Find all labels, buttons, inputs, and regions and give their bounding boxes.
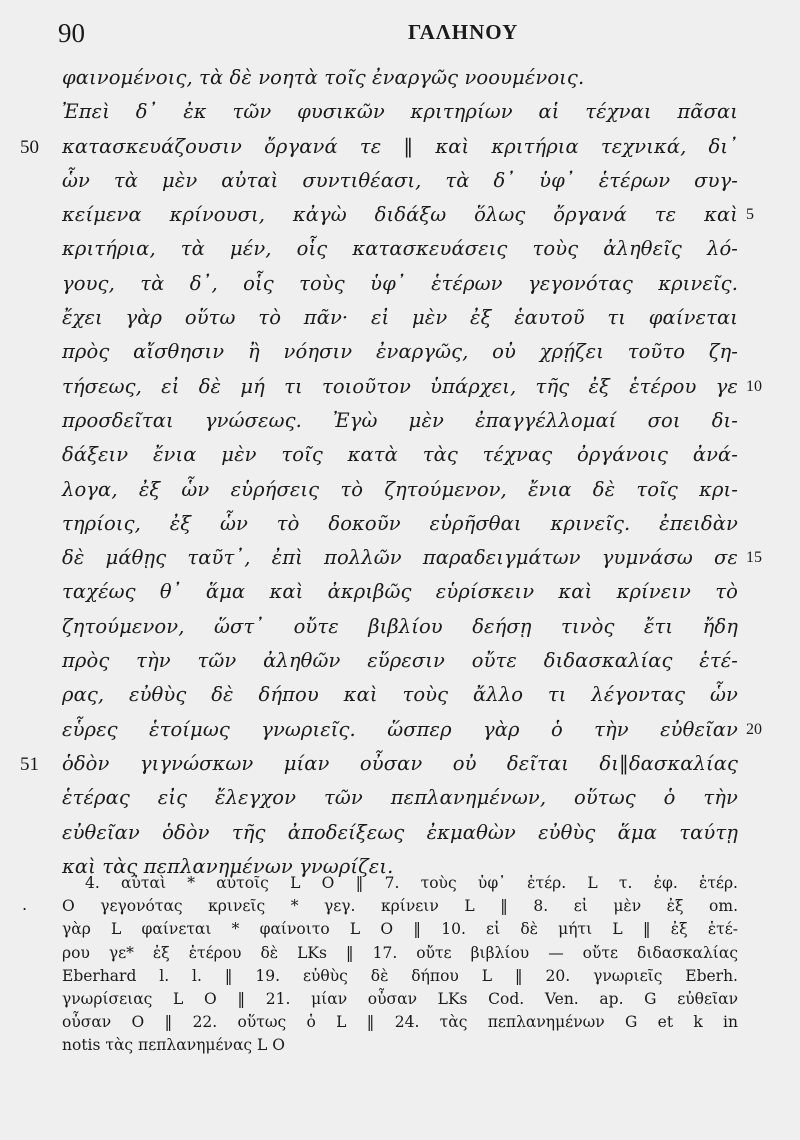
- page-reference-number: 51: [20, 753, 39, 775]
- note-line: [0, 1011, 800, 1034]
- text-line-content: τήσεως, εἰ δὲ μή τι τοιοῦτον ὑπάρχει, τῆς ἐξ ἑτέρου γε: [62, 374, 738, 398]
- text-line-content: πρὸς αἴσθησιν ἢ νόησιν ἐναργῶς, οὐ χρῄζει τοῦτο ζη-: [62, 340, 738, 364]
- note-line: [0, 1034, 800, 1057]
- text-line-content: καὶ τὰς πεπλανημένων γνωρίζει.: [62, 854, 394, 878]
- line-number: 10: [746, 377, 762, 395]
- note-line-content: ρου γε* ἐξ ἑτέρου δὲ LKs ‖ 17. οὔτε βιβλίου — οὔτε διδασκαλίας: [62, 943, 738, 962]
- note-line: [0, 965, 800, 988]
- note-line-content: Eberhard l. l. ‖ 19. εὐθὺς δὲ δήπου L ‖ 20. γνωριεῖς Eberh.: [62, 966, 738, 985]
- text-line-content: πρὸς τὴν τῶν ἀληθῶν εὕρεσιν οὔτε διδασκαλίας ἑτέ-: [62, 649, 738, 673]
- note-line: [0, 988, 800, 1011]
- note-line-content: O γεγονότας κρινεῖς * γεγ. κρίνειν L ‖ 8. εἰ μὲν ἐξ om.: [62, 897, 738, 916]
- text-line-content: γους, τὰ δ᾿, οἷς τοὺς ὑφ᾿ ἑτέρων γεγονότας κρινεῖς.: [62, 271, 738, 295]
- text-line: [0, 576, 800, 610]
- text-line: [0, 199, 800, 233]
- running-title: ΓΑΛΗΝΟΥ: [408, 20, 519, 44]
- text-line: [0, 645, 800, 679]
- text-line-content: φαινομένοις, τὰ δὲ νοητὰ τοῖς ἐναργῶς νοουμένοις.: [62, 66, 585, 89]
- line-number: 5: [746, 206, 754, 224]
- text-line: [0, 165, 800, 199]
- note-line-content: notis τὰς πεπλανημένας L O: [62, 1036, 285, 1055]
- page-header: [58, 18, 758, 58]
- text-line-content: ρας, εὐθὺς δὲ δήπου καὶ τοὺς ἄλλο τι λέγοντας ὧν: [62, 683, 738, 707]
- text-line: [0, 679, 800, 713]
- text-line: [0, 748, 800, 782]
- text-line-content: δάξειν ἔνια μὲν τοῖς κατὰ τὰς τέχνας ὀργάνοις ἀνά-: [62, 443, 738, 467]
- text-line: [0, 782, 800, 816]
- critical-apparatus: [0, 872, 800, 1058]
- page-number: 90: [58, 18, 85, 48]
- text-line-content: ἑτέρας εἰς ἔλεγχον τῶν πεπλανημένων, οὕτως ὁ τὴν: [62, 786, 738, 810]
- text-line-content: εὗρες ἑτοίμως γνωριεῖς. ὥσπερ γὰρ ὁ τὴν εὐθεῖαν: [62, 717, 738, 741]
- text-line: [0, 302, 800, 336]
- note-line: [0, 918, 800, 941]
- text-line: [0, 817, 800, 851]
- text-line-content: Ἐπεὶ δ᾿ ἐκ τῶν φυσικῶν κριτηρίων αἱ τέχναι πᾶσαι: [62, 100, 738, 124]
- text-line: [0, 405, 800, 439]
- text-line-content: ὧν τὰ μὲν αὐταὶ συντιθέασι, τὰ δ᾿ ὑφ᾿ ἑτέρων συγ-: [62, 168, 738, 192]
- text-line: [0, 96, 800, 130]
- text-line-content: κατασκευάζουσιν ὄργανά τε ‖ καὶ κριτήρια τεχνικά, δι᾿: [62, 134, 738, 158]
- text-line: [0, 131, 800, 165]
- note-line-content: 4. αὐταὶ * αὐτοῖς L O ‖ 7. τοὺς ὑφ᾿ ἑτέρ. L τ. ἐφ. ἑτέρ.: [85, 874, 738, 892]
- text-line: [0, 611, 800, 645]
- line-number: 15: [746, 549, 762, 567]
- margin-mark: .: [22, 895, 28, 915]
- text-line: [0, 714, 800, 748]
- text-line: [0, 62, 800, 96]
- text-line: [0, 542, 800, 576]
- text-line-content: εὐθεῖαν ὁδὸν τῆς ἀποδείξεως ἐκμαθὼν εὐθὺς ἅμα ταύτῃ: [62, 820, 738, 844]
- main-text: [0, 62, 800, 885]
- text-line-content: ὁδὸν γιγνώσκων μίαν οὖσαν οὐ δεῖται δι‖δασκαλίας: [62, 751, 738, 775]
- line-number: 20: [746, 720, 762, 738]
- note-line: [0, 942, 800, 965]
- text-line-content: ταχέως θ᾿ ἅμα καὶ ἀκριβῶς εὑρίσκειν καὶ κρίνειν τὸ: [62, 580, 738, 604]
- note-line-content: οὖσαν O ‖ 22. οὕτως ὁ L ‖ 24. τὰς πεπλανημένων G et k in: [62, 1013, 738, 1032]
- text-line-content: ζητούμενον, ὥστ᾿ οὔτε βιβλίου δεήσῃ τινὸς ἔτι ἤδη: [62, 614, 738, 638]
- note-line: [0, 895, 800, 918]
- text-line-content: λογα, ἐξ ὧν εὑρήσεις τὸ ζητούμενον, ἔνια δὲ τοῖς κρι-: [62, 477, 738, 501]
- note-line-content: γνωρίσειας L O ‖ 21. μίαν οὖσαν LKs Cod. Ven. ap. G εὐθεῖαν: [62, 989, 738, 1008]
- text-line-content: κριτήρια, τὰ μέν, οἷς κατασκευάσεις τοὺς ἀληθεῖς λό-: [62, 237, 738, 261]
- page-reference-number: 50: [20, 136, 39, 158]
- text-line: [0, 474, 800, 508]
- text-line-content: προσδεῖται γνώσεως. Ἐγὼ μὲν ἐπαγγέλλομαί σοι δι-: [62, 408, 738, 432]
- text-line-content: ἔχει γὰρ οὕτω τὸ πᾶν· εἰ μὲν ἐξ ἑαυτοῦ τι φαίνεται: [62, 306, 738, 330]
- text-line-content: κείμενα κρίνουσι, κἀγὼ διδάξω ὅλως ὄργανά τε καὶ: [62, 203, 738, 227]
- text-line: [0, 336, 800, 370]
- text-line: [0, 439, 800, 473]
- text-line-content: τηρίοις, ἐξ ὧν τὸ δοκοῦν εὑρῆσθαι κρινεῖς. ἐπειδὰν: [62, 511, 738, 535]
- text-line: [0, 371, 800, 405]
- text-line: [0, 268, 800, 302]
- text-line: [0, 233, 800, 267]
- text-line-content: δὲ μάθῃς ταῦτ᾿, ἐπὶ πολλῶν παραδειγμάτων γυμνάσω σε: [62, 546, 738, 570]
- note-line-content: γὰρ L φαίνεται * φαίνοιτο L O ‖ 10. εἰ δὲ μήτι L ‖ ἐξ ἑτέ-: [62, 920, 738, 939]
- note-line: [0, 872, 800, 895]
- text-line: [0, 508, 800, 542]
